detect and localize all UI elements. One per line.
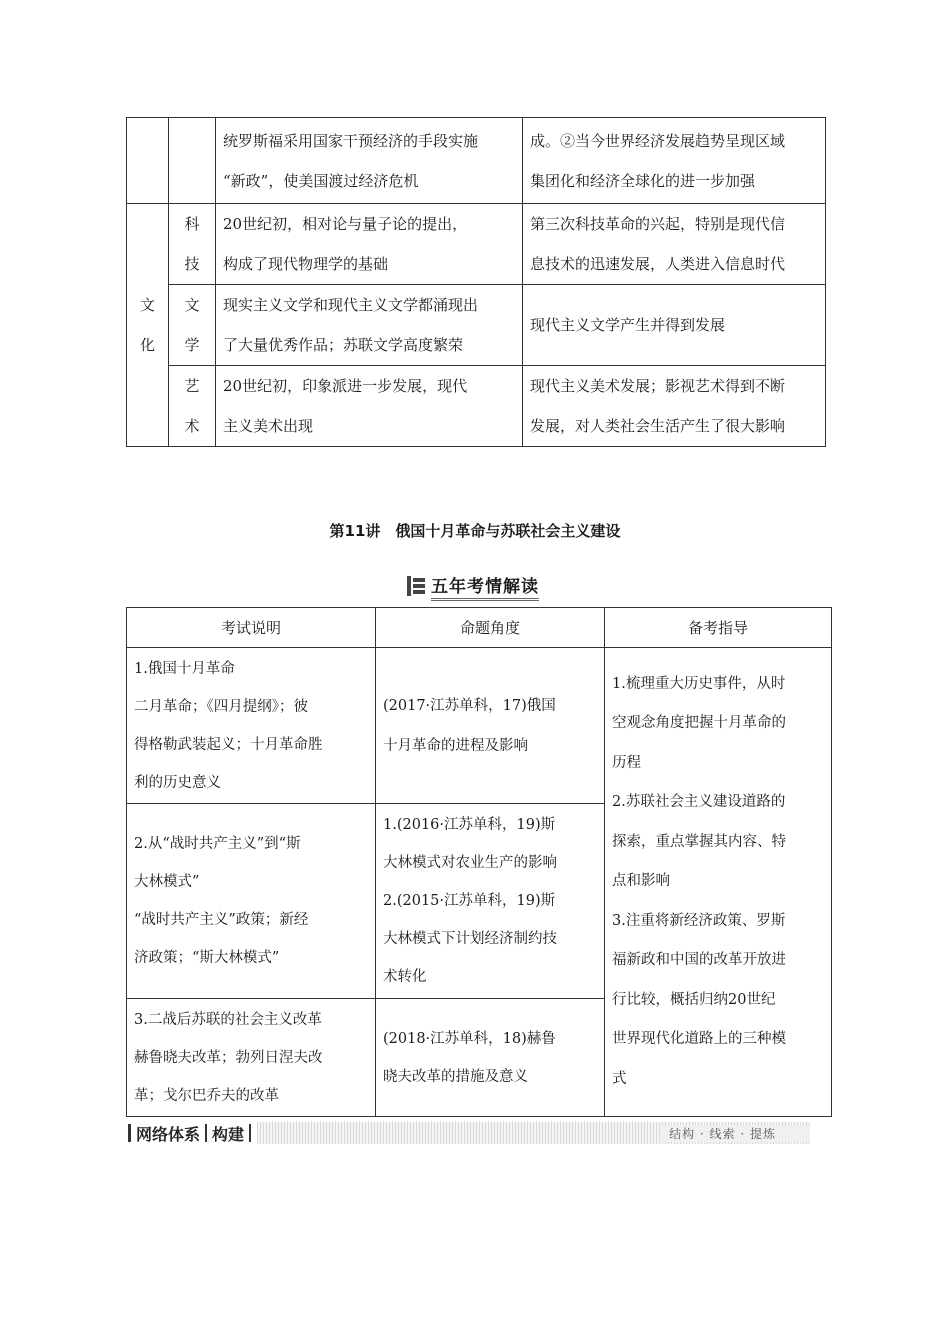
empty-cell [169,118,216,204]
cell-literature-later [523,285,826,366]
cell-science-later [523,204,826,285]
list-icon [407,576,425,596]
header-question-angle: 命题角度 [376,608,605,648]
text-line: 1.(2016·江苏单科，19)斯 [383,817,556,833]
banner-title [128,1122,257,1144]
text-line: 集团化和经济全球化的进一步加强 [530,171,756,190]
text-line: 第三次科技革命的兴起，特别是现代信 [530,215,786,233]
text-line: 十月革命的进程及影响 [383,737,528,754]
text-line: 1.梳理重大历史事件，从时 [612,675,786,692]
text-line: 3.二战后苏联的社会主义改革 [134,1011,322,1028]
text-line: “战时共产主义”政策；新经 [134,912,309,928]
divider [249,1124,251,1142]
text-line: 现实主义文学和现代主义文学都涌现出 [223,296,479,314]
cell-art-early [216,366,523,447]
text-line: 3.注重将新经济政策、罗斯 [612,912,786,929]
cell-continuation-right [523,118,826,204]
table-row [127,118,826,204]
cell-literature-early [216,285,523,366]
table-header-row [127,608,832,648]
cell-angle [376,804,605,999]
category-char: 化 [139,336,155,354]
cell-description [127,804,376,999]
table-row [127,285,826,366]
text-line: 统罗斯福采用国家干预经济的手段实施 [223,131,479,150]
cell-description [127,648,376,804]
text-line: 赫鲁晓夫改革；勃列日涅夫改 [134,1049,323,1066]
text-line: 息技术的迅速发展，人类进入信息时代 [530,255,786,273]
text-line: 术转化 [383,969,427,985]
section-title: 五年考情解读 [431,572,539,601]
text-line: 历程 [612,754,641,771]
text-line: 2.苏联社会主义建设道路的 [612,794,786,811]
text-line: 济政策；“斯大林模式” [134,950,280,966]
table-row [127,648,832,804]
text-line: 现代主义美术发展；影视艺术得到不断 [530,377,786,395]
header-study-guide: 备考指导 [605,608,832,648]
text-line: 得格勒武装起义；十月革命胜 [134,736,323,753]
subcategory-char: 术 [184,417,200,435]
text-line: 世界现代化道路上的三种模 [612,1031,786,1048]
text-line: 晓夫改革的措施及意义 [383,1068,528,1085]
subcategory-char: 科 [184,215,200,233]
divider [205,1124,207,1142]
empty-cell [127,118,169,204]
exam-analysis-table [126,607,832,1117]
cell-science-early [216,204,523,285]
text-line: 空观念角度把握十月革命的 [612,715,786,732]
text-line: 革；戈尔巴乔夫的改革 [134,1087,279,1104]
text-line: 成。②当今世界经济发展趋势呈现区域 [530,131,786,150]
subcategory-char: 学 [184,336,200,354]
subcategory-char: 艺 [184,377,200,395]
text-line: 福新政和中国的改革开放进 [612,952,786,969]
text-line: 主义美术出现 [223,417,314,435]
text-line: (2018·江苏单科，18)赫鲁 [383,1030,556,1047]
text-line: 大林模式” [134,874,200,890]
section-banner [128,1122,810,1144]
text-line: 发展，对人类社会生活产生了很大影响 [530,417,786,435]
cell-study-guide [605,648,832,1117]
text-line: 点和影响 [612,873,670,890]
category-char: 文 [139,296,155,314]
cell-art-later [523,366,826,447]
text-line: (2017·江苏单科，17)俄国 [383,697,556,714]
subcategory-art [169,366,216,447]
banner-tags: 结构 · 线索 · 提炼 [661,1125,810,1142]
text-line: 行比较，概括归纳20世纪 [612,991,776,1008]
text-line: 式 [612,1070,627,1087]
banner-title-text: 构建 [212,1124,245,1144]
divider [128,1124,131,1142]
text-line: 现代主义文学产生并得到发展 [530,316,726,334]
culture-comparison-table [126,117,826,447]
text-line: 大林模式下计划经济制约技 [383,931,557,947]
subcategory-char: 技 [184,255,200,273]
lecture-title: 第11讲 俄国十月革命与苏联社会主义建设 [329,522,621,540]
header-exam-description: 考试说明 [127,608,376,648]
cell-continuation-left [216,118,523,204]
table-row [127,366,826,447]
subcategory-literature [169,285,216,366]
text-line: 2.从“战时共产主义”到“斯 [134,836,301,852]
text-line: 20世纪初，印象派进一步发展，现代 [223,377,468,395]
text-line: 1.俄国十月革命 [134,660,235,677]
text-line: 了大量优秀作品；苏联文学高度繁荣 [223,336,464,354]
text-line: “新政”，使美国渡过经济危机 [223,171,419,190]
category-culture [127,204,169,447]
cell-description [127,999,376,1117]
subcategory-science [169,204,216,285]
table-row [127,204,826,285]
text-line: 2.(2015·江苏单科，19)斯 [383,893,556,909]
text-line: 大林模式对农业生产的影响 [383,855,557,871]
cell-angle [376,999,605,1117]
text-line: 20世纪初，相对论与量子论的提出， [223,215,468,233]
text-line: 探索，重点掌握其内容、特 [612,833,786,850]
text-line: 利的历史意义 [134,774,221,791]
section-header [407,572,539,600]
subcategory-char: 文 [184,296,200,314]
cell-angle [376,648,605,804]
text-line: 二月革命；《四月提纲》；彼 [134,698,308,715]
banner-title-text: 网络体系 [136,1124,201,1144]
text-line: 构成了现代物理学的基础 [223,255,389,273]
